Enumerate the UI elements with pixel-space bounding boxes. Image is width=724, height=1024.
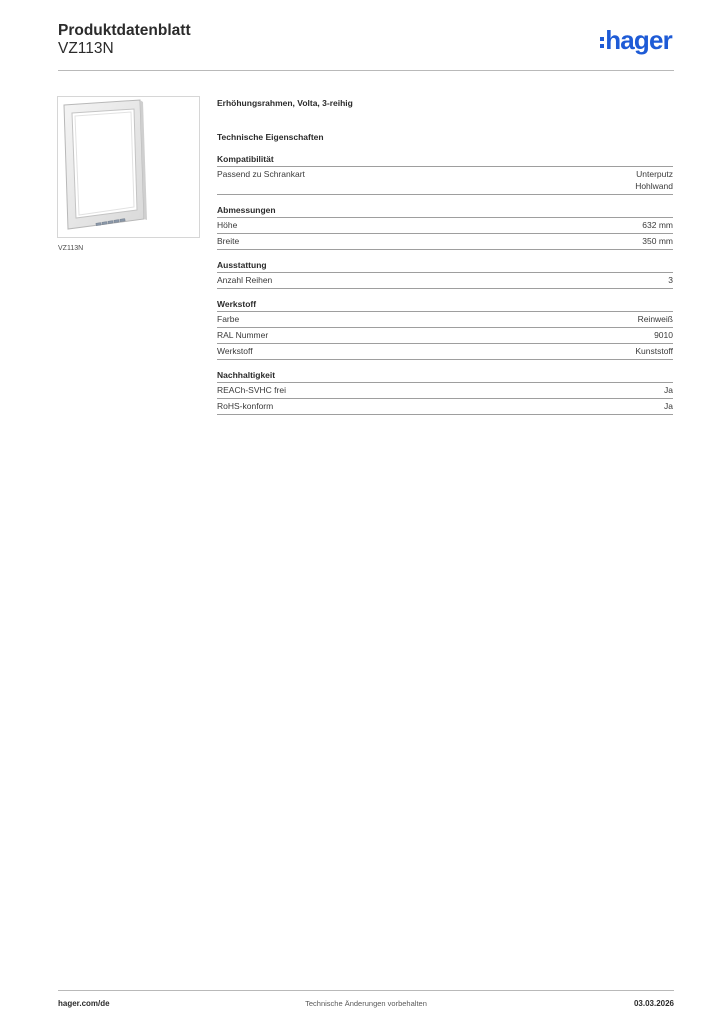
group-title: Werkstoff <box>217 298 673 312</box>
document-title: Produktdatenblatt <box>58 22 191 39</box>
logo-dots-icon <box>600 37 604 48</box>
group-kompatibilitaet <box>217 153 673 195</box>
website-link[interactable]: hager.com/de <box>58 999 110 1008</box>
page-header <box>58 20 674 71</box>
table-row <box>217 312 673 328</box>
group-nachhaltigkeit <box>217 369 673 415</box>
group-ausstattung <box>217 259 673 289</box>
row-label: RoHS-konform <box>217 401 274 411</box>
logo-text: hager <box>605 25 672 55</box>
row-label: Passend zu Schrankart <box>217 169 305 179</box>
row-value: Kunststoff <box>635 346 673 356</box>
group-title: Kompatibilität <box>217 153 673 167</box>
table-row <box>217 234 673 250</box>
group-title: Abmessungen <box>217 204 673 218</box>
row-value: 3 <box>668 275 673 285</box>
group-werkstoff <box>217 298 673 360</box>
row-label: REACh-SVHC frei <box>217 385 286 395</box>
spec-sheet <box>217 96 673 415</box>
product-name: Erhöhungsrahmen, Volta, 3-reihig <box>217 98 353 108</box>
footer-date: 03.03.2026 <box>633 999 674 1008</box>
hager-logo[interactable] <box>600 26 672 54</box>
group-abmessungen <box>217 204 673 250</box>
row-value: 350 mm <box>642 236 673 246</box>
row-value: Unterputz Hohlwand <box>635 169 673 191</box>
row-label: RAL Nummer <box>217 330 269 340</box>
table-row <box>217 273 673 289</box>
row-label: Farbe <box>217 314 240 324</box>
page-footer <box>58 990 674 1011</box>
group-title: Ausstattung <box>217 259 673 273</box>
table-row <box>217 344 673 360</box>
row-value: 9010 <box>654 330 673 340</box>
frame-illustration-icon <box>58 97 199 237</box>
footer-notice: Technische Änderungen vorbehalten <box>305 999 427 1008</box>
table-row <box>217 167 673 195</box>
product-code: VZ113N <box>58 40 114 57</box>
table-row <box>217 218 673 234</box>
section-heading: Technische Eigenschaften <box>217 132 324 142</box>
product-image <box>57 96 200 238</box>
group-title: Nachhaltigkeit <box>217 369 673 383</box>
row-label: Breite <box>217 236 240 246</box>
row-value: Reinweiß <box>637 314 673 324</box>
row-value: 632 mm <box>642 220 673 230</box>
table-row <box>217 328 673 344</box>
row-label: Werkstoff <box>217 346 253 356</box>
row-value: Ja <box>664 401 673 411</box>
row-value: Ja <box>664 385 673 395</box>
row-label: Anzahl Reihen <box>217 275 273 285</box>
image-caption: VZ113N <box>58 245 84 252</box>
table-row <box>217 399 673 415</box>
row-label: Höhe <box>217 220 238 230</box>
table-row <box>217 383 673 399</box>
